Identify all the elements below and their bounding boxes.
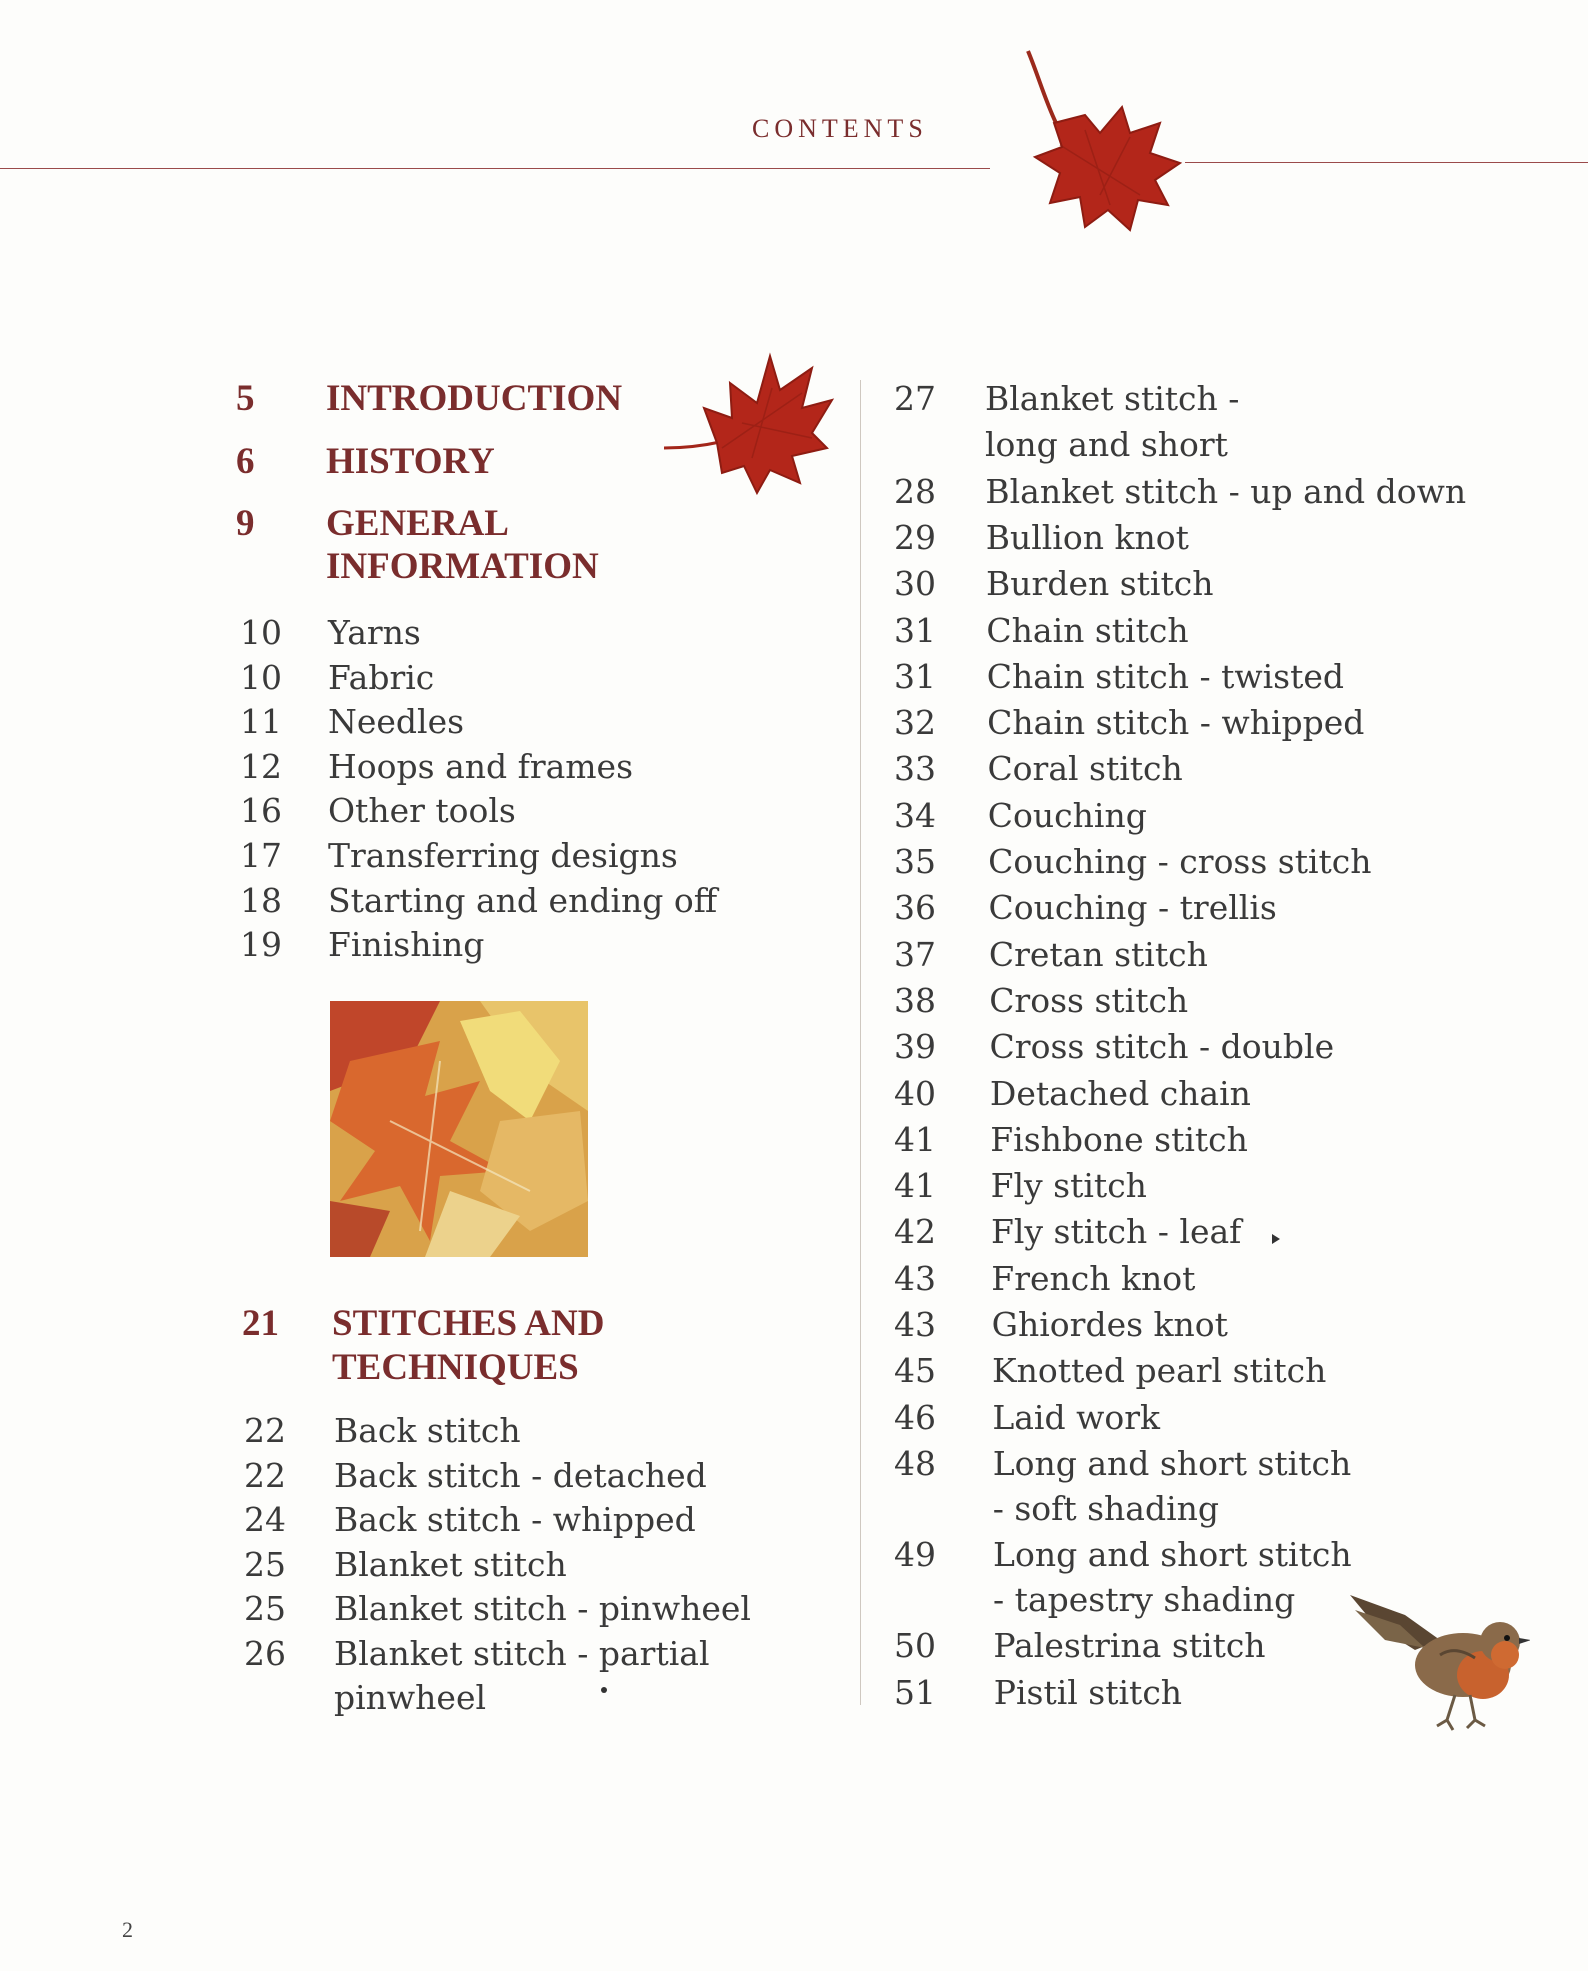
bird-illustration-icon	[1345, 1570, 1530, 1735]
toc-page-number: 51	[894, 1672, 936, 1712]
toc-page-number: 11	[240, 702, 282, 742]
toc-page-number: 39	[894, 1027, 936, 1067]
toc-page-number: 50	[894, 1626, 936, 1666]
toc-entry-label[interactable]: Fishbone stitch	[990, 1119, 1248, 1159]
toc-page-number: 45	[894, 1351, 936, 1391]
toc-page-number: 41	[894, 1119, 936, 1159]
page-number: 2	[122, 1917, 133, 1942]
toc-entry-label[interactable]: Couching	[987, 795, 1147, 835]
toc-page-number: 46	[894, 1397, 936, 1437]
toc-entry-label[interactable]: Detached chain	[989, 1073, 1251, 1113]
toc-page-number: 16	[240, 791, 282, 831]
toc-entry-label[interactable]: Couching - cross stitch	[988, 842, 1372, 881]
toc-entry-label[interactable]: Knotted pearl stitch	[992, 1351, 1327, 1391]
toc-page-number: 5	[236, 378, 255, 419]
toc-page-number: 41	[894, 1166, 936, 1206]
toc-page-number: 34	[894, 795, 936, 835]
toc-page-number: 33	[894, 749, 936, 789]
toc-page-number: 21	[242, 1303, 279, 1344]
toc-entry-label[interactable]: pinwheel	[334, 1678, 487, 1717]
toc-entry-label[interactable]: Other tools	[328, 791, 516, 831]
toc-entry-label[interactable]: Blanket stitch -	[985, 379, 1240, 418]
toc-page-number: 31	[894, 656, 936, 696]
toc-entry-label[interactable]: Chain stitch	[986, 610, 1189, 650]
toc-entry-label[interactable]: Transferring designs	[328, 836, 678, 875]
toc-page-number: 30	[894, 564, 936, 604]
toc-page-number: 6	[236, 441, 255, 482]
toc-entry-label[interactable]: Blanket stitch - partial	[334, 1634, 710, 1673]
page-title: CONTENTS	[752, 114, 928, 143]
toc-entry-label[interactable]: Starting and ending off	[328, 880, 718, 920]
dot-mark	[1270, 1232, 1282, 1246]
toc-page-number: 36	[894, 888, 936, 928]
toc-entry-label[interactable]: STITCHES AND	[332, 1303, 605, 1344]
toc-entry-label[interactable]: HISTORY	[326, 441, 495, 482]
toc-page-number: 42	[894, 1212, 936, 1252]
toc-entry-label[interactable]: Ghiordes knot	[991, 1305, 1228, 1344]
toc-entry-label[interactable]: Back stitch - detached	[334, 1455, 707, 1495]
toc-page-number: 10	[240, 613, 282, 652]
toc-page-number: 18	[240, 880, 282, 920]
toc-entry-label[interactable]: Finishing	[328, 925, 485, 965]
toc-entry-label[interactable]: Fabric	[328, 657, 435, 697]
toc-entry-label[interactable]: Palestrina stitch	[993, 1626, 1266, 1666]
toc-page-number: 24	[244, 1500, 286, 1540]
toc-entry-label[interactable]: Long and short stitch	[993, 1535, 1352, 1575]
toc-page-number: 25	[244, 1544, 286, 1584]
toc-page-number: 35	[894, 842, 936, 881]
toc-entry-label[interactable]: Back stitch - whipped	[334, 1500, 696, 1540]
toc-entry-label[interactable]: Long and short stitch	[992, 1443, 1352, 1483]
toc-page-number: 10	[240, 657, 282, 697]
header-rule-right	[1185, 162, 1588, 163]
toc-page-number: 43	[894, 1258, 936, 1298]
toc-entry-label[interactable]: Laid work	[992, 1397, 1160, 1437]
toc-entry-label[interactable]: INFORMATION	[326, 546, 599, 587]
toc-entry-label[interactable]: Chain stitch - whipped	[987, 703, 1365, 743]
maple-leaf-left-icon	[662, 348, 837, 498]
toc-entry-label[interactable]: Coral stitch	[987, 749, 1183, 789]
maple-leaf-top-icon	[990, 45, 1205, 245]
toc-page-number: 37	[894, 934, 936, 974]
toc-entry-label[interactable]: Cross stitch	[989, 980, 1189, 1020]
toc-page-number: 25	[244, 1589, 286, 1629]
toc-page-number: 43	[894, 1305, 936, 1344]
toc-entry-label[interactable]: Fly stitch - leaf	[990, 1212, 1242, 1252]
toc-page-number: 22	[244, 1411, 286, 1450]
toc-page-number: 27	[894, 379, 936, 418]
toc-page-number: 29	[894, 517, 936, 557]
toc-page-number: 19	[240, 925, 282, 965]
toc-page-number: 9	[236, 503, 255, 544]
toc-page-number: 17	[240, 836, 282, 875]
toc-entry-label[interactable]: French knot	[991, 1258, 1196, 1298]
toc-entry-label[interactable]: Cretan stitch	[988, 934, 1208, 974]
toc-entry-label[interactable]: Yarns	[328, 613, 421, 652]
toc-page-number: 40	[894, 1073, 936, 1113]
toc-entry-label[interactable]: TECHNIQUES	[332, 1347, 579, 1388]
column-divider	[860, 380, 861, 1705]
toc-entry-label[interactable]: Back stitch	[334, 1411, 521, 1450]
toc-entry-label[interactable]: Pistil stitch	[993, 1672, 1183, 1712]
toc-entry-label[interactable]: Blanket stitch - pinwheel	[334, 1589, 751, 1629]
toc-entry-label[interactable]: - soft shading	[992, 1488, 1220, 1528]
toc-entry-label[interactable]: long and short	[985, 425, 1228, 464]
toc-page-number: 38	[894, 980, 936, 1020]
toc-entry-label[interactable]: Bullion knot	[985, 517, 1189, 557]
toc-entry-label[interactable]: Fly stitch	[990, 1166, 1147, 1206]
toc-page-number: 32	[894, 703, 936, 743]
toc-entry-label[interactable]: Burden stitch	[986, 564, 1214, 604]
autumn-leaves-photo	[330, 1001, 588, 1257]
toc-entry-label[interactable]: Chain stitch - twisted	[986, 656, 1345, 696]
toc-entry-label[interactable]: INTRODUCTION	[326, 378, 623, 419]
toc-entry-label[interactable]: Couching - trellis	[988, 888, 1277, 928]
toc-page-number: 31	[894, 610, 936, 650]
toc-page-number: 12	[240, 746, 282, 786]
toc-entry-label[interactable]: - tapestry shading	[993, 1580, 1296, 1620]
toc-entry-label[interactable]: Blanket stitch - up and down	[985, 471, 1467, 511]
toc-entry-label[interactable]: Needles	[328, 702, 465, 742]
toc-page-number: 22	[244, 1455, 286, 1495]
header-rule-left	[0, 168, 990, 169]
toc-page-number: 28	[894, 471, 936, 511]
toc-page-number: 26	[244, 1634, 286, 1673]
toc-entry-label[interactable]: Cross stitch - double	[989, 1027, 1335, 1067]
toc-entry-label[interactable]: GENERAL	[326, 503, 509, 544]
toc-page-number: 49	[894, 1535, 936, 1575]
toc-entry-label[interactable]: Blanket stitch	[334, 1544, 567, 1584]
toc-entry-label[interactable]: Hoops and frames	[328, 746, 634, 786]
toc-page-number: 48	[894, 1443, 936, 1483]
dot-mark	[600, 1686, 608, 1694]
